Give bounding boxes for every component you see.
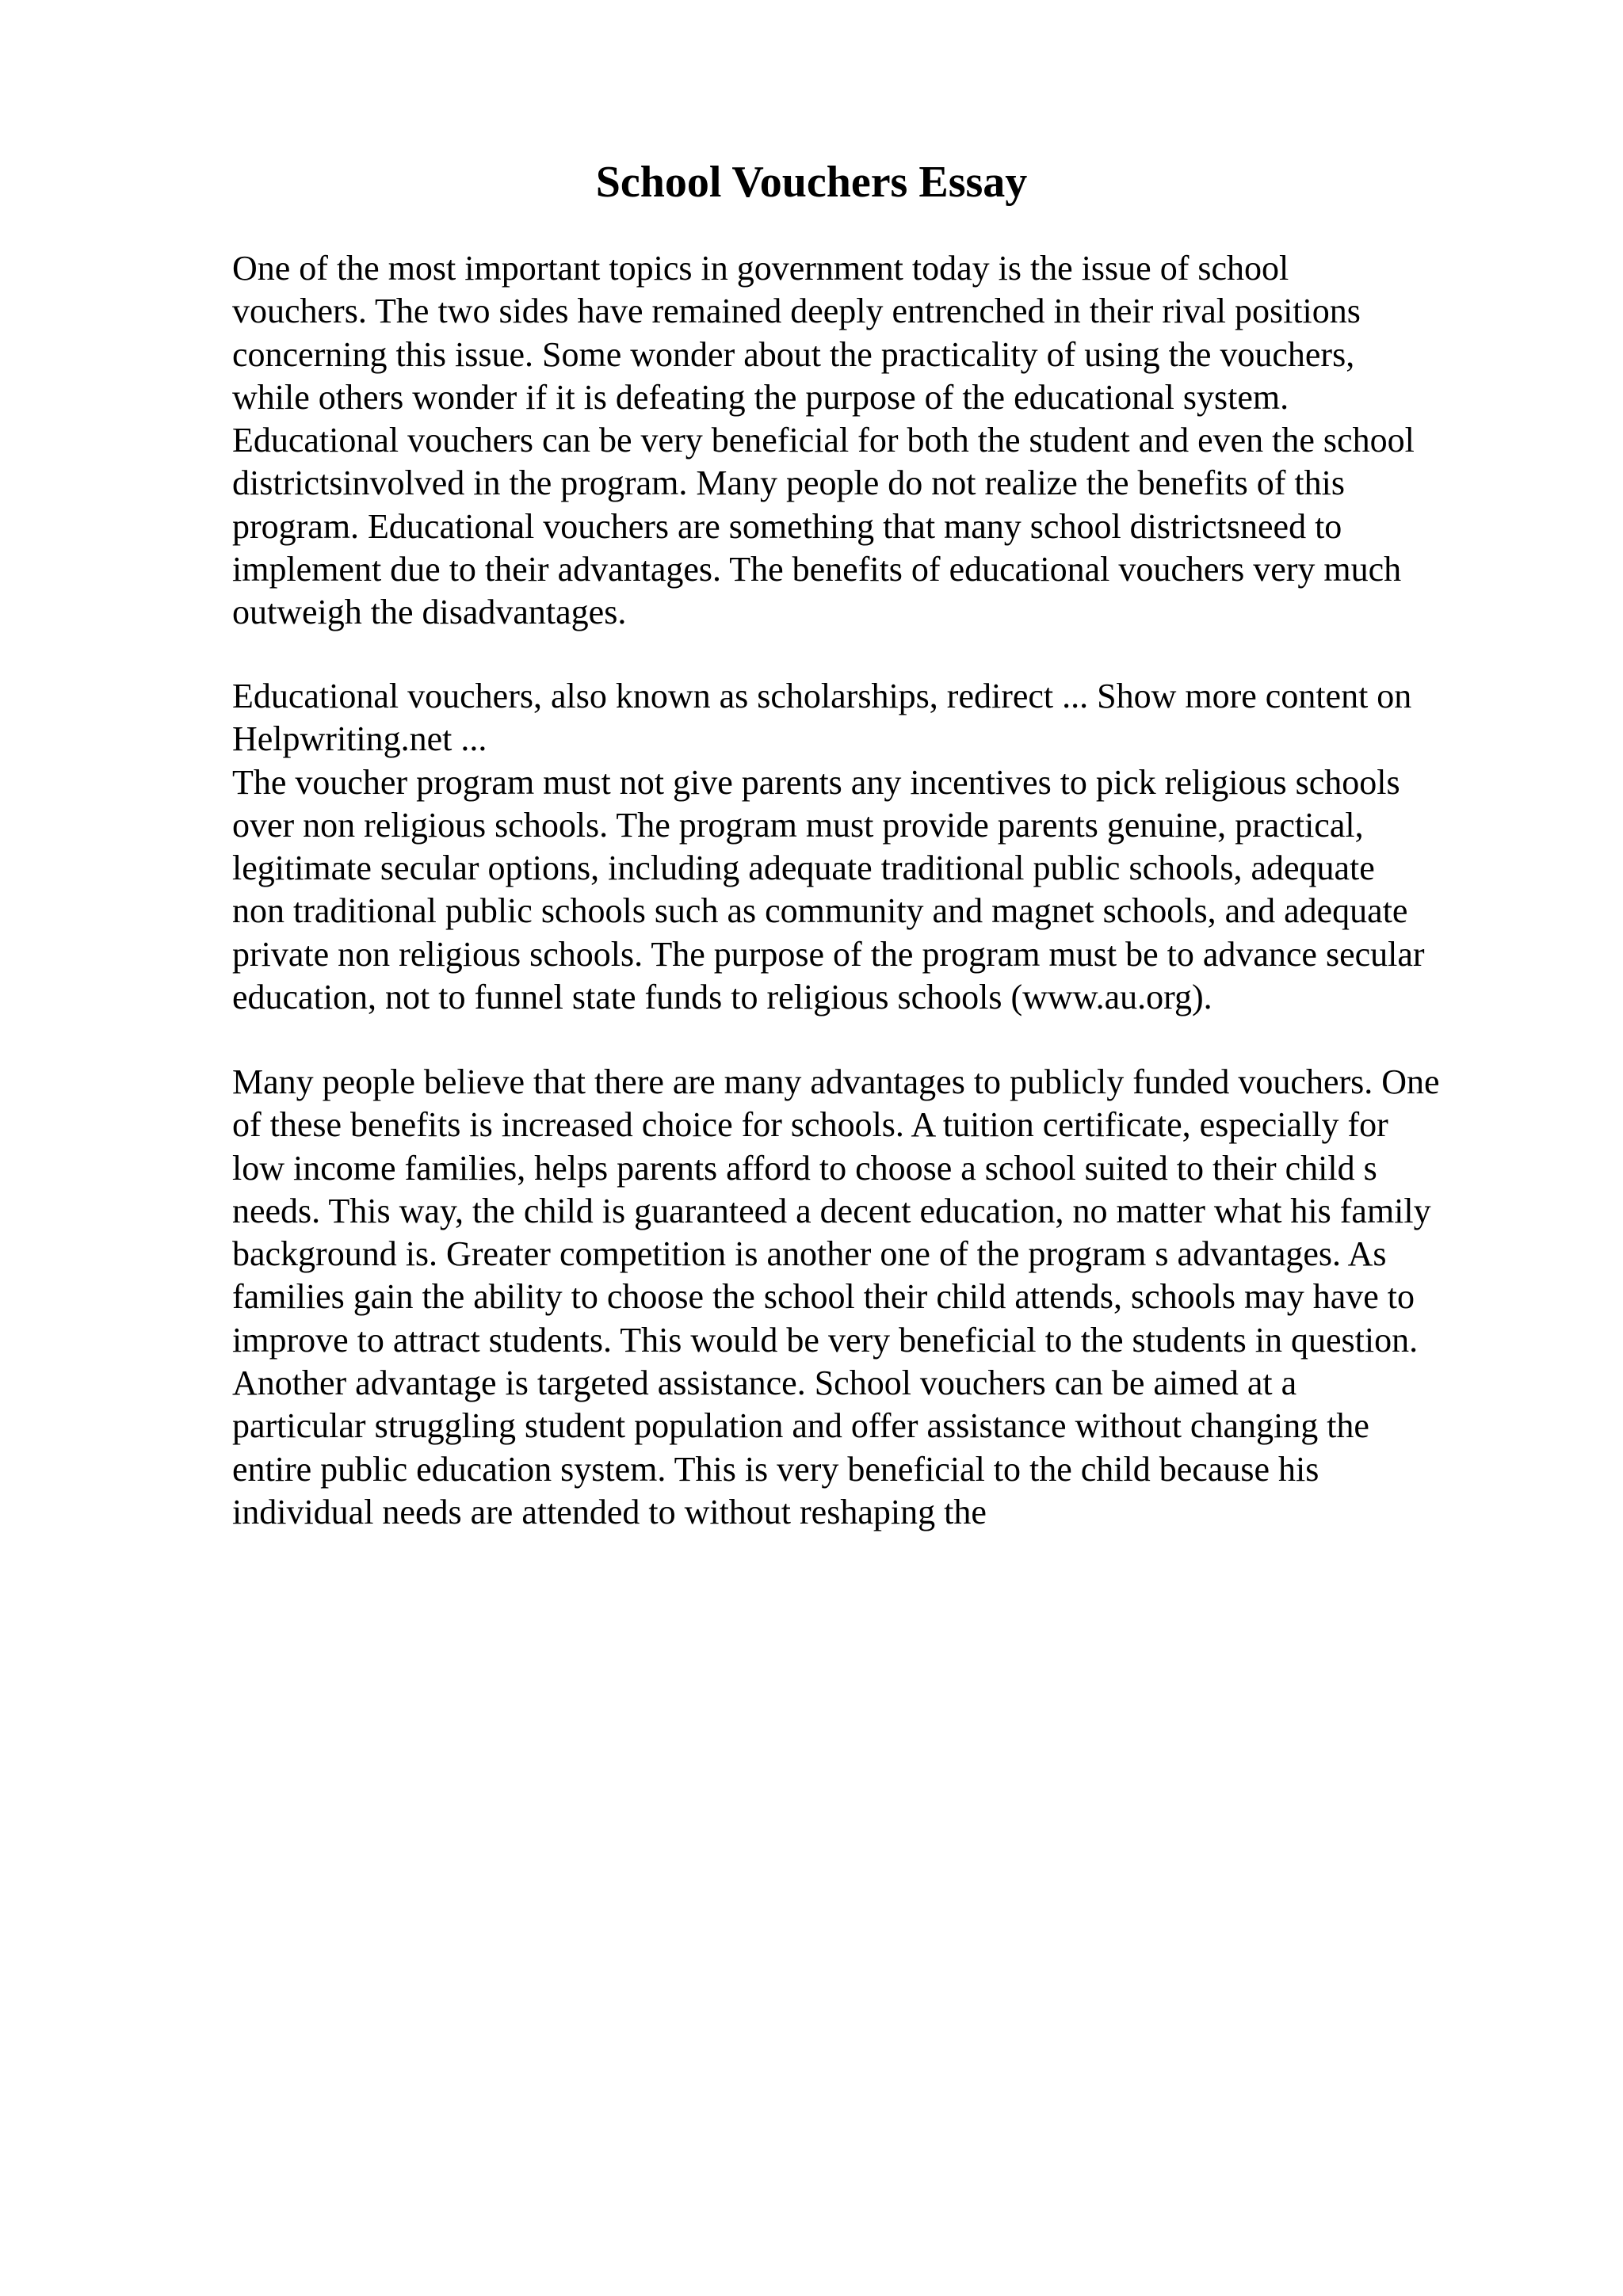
text-line: outweigh the disadvantages. xyxy=(232,593,627,632)
text-line: while others wonder if it is defeating the purpose of the educational system. xyxy=(232,377,1289,417)
text-line: individual needs are attended to without reshaping the xyxy=(232,1492,987,1531)
text-line: private non religious schools. The purpose of the program must be to advance secular xyxy=(232,934,1425,974)
text-line: program. Educational vouchers are something that many school districtsneed to xyxy=(232,506,1342,546)
text-line: particular struggling student population and offer assistance without changing the xyxy=(232,1406,1369,1446)
text-line: low income families, helps parents afford to choose a school suited to their child s xyxy=(232,1148,1377,1188)
text-line: vouchers. The two sides have remained deeply entrenched in their rival positions xyxy=(232,292,1361,331)
paragraph-intro xyxy=(232,247,1564,635)
text-line: implement due to their advantages. The benefits of educational vouchers very much xyxy=(232,550,1402,589)
text-line: Helpwriting.net ... xyxy=(232,719,487,759)
text-line: districtsinvolved in the program. Many people do not realize the benefits of this xyxy=(232,463,1345,503)
text-line: One of the most important topics in government today is the issue of school xyxy=(232,249,1289,288)
text-line: The voucher program must not give parents any incentives to pick religious schools xyxy=(232,762,1400,802)
text-line: legitimate secular options, including adequate traditional public schools, adequate xyxy=(232,849,1375,888)
text-line: Educational vouchers can be very beneficial for both the student and even the school xyxy=(232,421,1415,460)
text-line: over non religious schools. The program must provide parents genuine, practical, xyxy=(232,805,1364,845)
paragraph-advantages xyxy=(232,1061,1564,1534)
paragraph-secular-options xyxy=(232,675,1564,1019)
text-line: needs. This way, the child is guaranteed a decent education, no matter what his family xyxy=(232,1191,1431,1230)
text-line: concerning this issue. Some wonder about the practicality of using the vouchers, xyxy=(232,334,1355,374)
text-line: Educational vouchers, also known as scholarships, redirect ... Show more content on xyxy=(232,677,1412,715)
text-line: education, not to funnel state funds to religious schools (www.au.org). xyxy=(232,978,1212,1017)
text-line: entire public education system. This is very beneficial to the child because his xyxy=(232,1449,1319,1489)
text-line: background is. Greater competition is another one of the program s advantages. As xyxy=(232,1234,1387,1274)
text-line: of these benefits is increased choice for schools. A tuition certificate, especially for xyxy=(232,1105,1388,1145)
document-title: School Vouchers Essay xyxy=(595,158,1028,207)
text-line: improve to attract students. This would be very beneficial to the students in question. xyxy=(232,1320,1419,1360)
text-line: non traditional public schools such as community and magnet schools, and adequate xyxy=(232,891,1408,931)
text-line: Many people believe that there are many advantages to publicly funded vouchers. One xyxy=(232,1062,1440,1101)
text-line: Another advantage is targeted assistance. School vouchers can be aimed at a xyxy=(232,1363,1297,1403)
text-line: families gain the ability to choose the school their child attends, schools may have to xyxy=(232,1277,1415,1317)
